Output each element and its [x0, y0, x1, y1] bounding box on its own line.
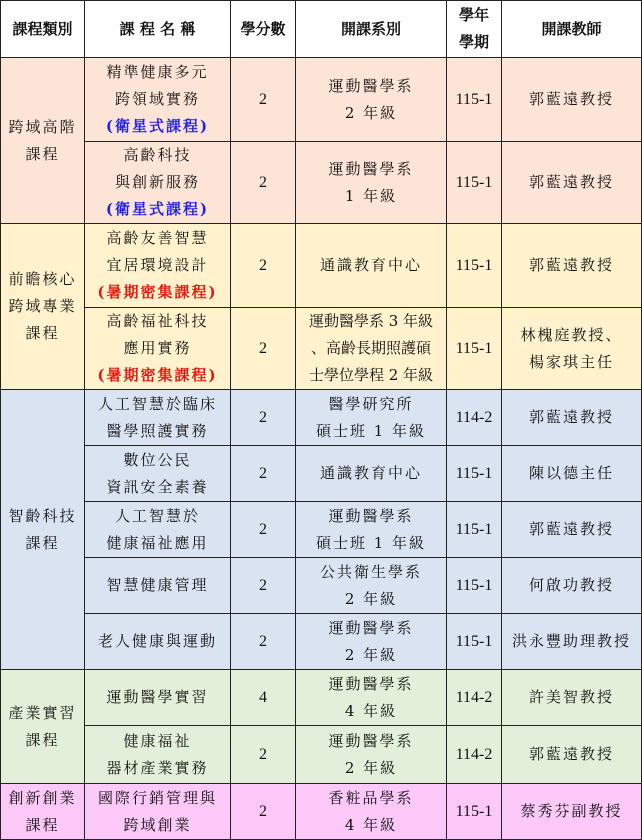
- teacher-cell: [502, 614, 642, 670]
- teacher-cell: [502, 308, 642, 390]
- credits-cell: 2: [231, 726, 296, 784]
- course-name-cell: [85, 614, 231, 670]
- department-cell: [296, 670, 447, 726]
- credits-cell: 2: [231, 308, 296, 390]
- course-name-cell: [85, 446, 231, 502]
- teacher-line: 郭藍遠教授: [528, 408, 614, 426]
- department-line: 公共衛生學系: [319, 562, 422, 581]
- header-term-line-1: 學年: [458, 6, 489, 24]
- course-format-tag: (暑期密集課程): [97, 366, 218, 384]
- credits-cell: 2: [231, 784, 296, 840]
- table-row: [1, 446, 642, 502]
- department-line: 碩士班 1 年級: [315, 533, 427, 552]
- course-name-cell: [85, 390, 231, 446]
- department-cell: [296, 502, 447, 558]
- category-label-line: 前瞻核心: [8, 270, 77, 288]
- course-name-line: 老人健康與運動: [97, 632, 217, 650]
- credits-cell: 2: [231, 390, 296, 446]
- course-name-cell: [85, 308, 231, 390]
- category-label-line: 課程: [25, 730, 60, 749]
- department-cell: [296, 142, 447, 224]
- term-cell: 115-1: [447, 142, 502, 224]
- course-name-line: 宜居環境設計: [106, 256, 209, 274]
- course-name-cell: [85, 670, 231, 726]
- teacher-line: 郭藍遠教授: [528, 90, 614, 108]
- teacher-cell: [502, 558, 642, 614]
- category-label-line: 跨域專業: [8, 297, 77, 315]
- term-cell: 115-1: [447, 446, 502, 502]
- course-name-cell: [85, 784, 231, 840]
- term-cell: 114-2: [447, 726, 502, 784]
- department-line: 運動醫學系: [328, 159, 414, 178]
- term-cell: 114-2: [447, 390, 502, 446]
- course-name-line: 醫學照護實務: [106, 421, 209, 440]
- credits-cell: 2: [231, 224, 296, 308]
- header-category: 課程類別: [1, 1, 85, 58]
- department-line: 1 年級: [344, 186, 398, 205]
- course-table-body: [1, 58, 642, 840]
- category-label-line: 課程: [25, 533, 60, 552]
- table-row: [1, 670, 642, 726]
- department-line: 通識教育中心: [319, 256, 422, 274]
- department-cell: [296, 726, 447, 784]
- course-name-line: 健康福祉應用: [106, 533, 209, 552]
- teacher-line: 郭藍遠教授: [528, 520, 614, 538]
- course-name-line: 人工智慧於: [114, 506, 200, 525]
- table-row: [1, 558, 642, 614]
- header-term: [447, 1, 502, 58]
- term-cell: 115-1: [447, 308, 502, 390]
- course-name-cell: [85, 142, 231, 224]
- course-name-line: 智慧健康管理: [106, 576, 209, 594]
- course-format-tag: (衛星式課程): [105, 200, 210, 218]
- category-cell: [1, 784, 85, 840]
- teacher-line: 蔡秀芬副教授: [520, 802, 623, 820]
- term-cell: 115-1: [447, 614, 502, 670]
- teacher-cell: [502, 390, 642, 446]
- term-cell: 114-2: [447, 670, 502, 726]
- teacher-cell: [502, 224, 642, 308]
- category-label-line: 產業實習: [8, 703, 77, 722]
- table-row: [1, 142, 642, 224]
- header-credits: 學分數: [231, 1, 296, 58]
- category-cell: [1, 58, 85, 224]
- course-name-line: 高齡福祉科技: [106, 312, 209, 330]
- course-name-line: 高齡友善智慧: [106, 229, 209, 247]
- department-cell: [296, 558, 447, 614]
- course-name-line: 跨領域實務: [114, 90, 200, 108]
- category-cell: [1, 390, 85, 670]
- table-row: [1, 224, 642, 308]
- course-name-line: 運動醫學實習: [106, 688, 209, 706]
- course-name-line: 人工智慧於臨床: [97, 394, 217, 413]
- course-name-line: 健康福祉: [123, 731, 192, 750]
- course-name-line: 資訊安全素養: [106, 477, 209, 496]
- teacher-cell: [502, 670, 642, 726]
- department-line: 士學位學程 2 年級: [308, 366, 434, 384]
- credits-cell: 4: [231, 670, 296, 726]
- teacher-line: 郭藍遠教授: [528, 173, 614, 191]
- teacher-line: 楊家琪主任: [528, 352, 614, 371]
- category-cell: [1, 224, 85, 390]
- department-line: 2 年級: [344, 645, 398, 664]
- teacher-line: 陳以德主任: [528, 464, 614, 482]
- course-name-line: 數位公民: [123, 450, 192, 469]
- department-line: 2 年級: [344, 103, 398, 122]
- department-line: 4 年級: [344, 701, 398, 720]
- credits-cell: 2: [231, 446, 296, 502]
- category-label-line: 創新創業: [8, 788, 77, 807]
- department-line: 通識教育中心: [319, 464, 422, 482]
- category-label-line: 課程: [25, 815, 60, 834]
- teacher-cell: [502, 58, 642, 142]
- term-cell: 115-1: [447, 58, 502, 142]
- department-line: 碩士班 1 年級: [315, 421, 427, 440]
- course-name-cell: [85, 558, 231, 614]
- department-line: 香粧品學系: [328, 788, 414, 807]
- table-row: [1, 502, 642, 558]
- table-row: [1, 614, 642, 670]
- credits-cell: 2: [231, 558, 296, 614]
- credits-cell: 2: [231, 142, 296, 224]
- header-department: 開課系別: [296, 1, 447, 58]
- teacher-cell: [502, 446, 642, 502]
- department-line: 運動醫學系: [328, 506, 414, 525]
- category-label-line: 課程: [25, 144, 60, 163]
- course-name-line: 精準健康多元: [106, 63, 209, 81]
- department-line: 運動醫學系: [328, 76, 414, 95]
- course-name-cell: [85, 224, 231, 308]
- department-cell: [296, 446, 447, 502]
- department-cell: [296, 784, 447, 840]
- course-name-line: 與創新服務: [114, 173, 200, 191]
- category-label-line: 智齡科技: [8, 506, 77, 525]
- department-line: 4 年級: [344, 815, 398, 834]
- category-cell: [1, 670, 85, 784]
- course-name-line: 器材產業實務: [106, 758, 209, 777]
- department-line: 醫學研究所: [328, 394, 414, 413]
- category-label-line: 課程: [25, 324, 60, 342]
- teacher-line: 何啟功教授: [528, 576, 614, 594]
- department-line: 運動醫學系: [328, 731, 414, 750]
- department-line: 運動醫學系 3 年級: [308, 312, 434, 330]
- course-name-line: 國際行銷管理與: [97, 788, 217, 807]
- course-name-line: 高齡科技: [123, 146, 192, 164]
- table-row: [1, 308, 642, 390]
- teacher-line: 郭藍遠教授: [528, 745, 614, 763]
- department-line: 、高齡長期照護碩: [310, 339, 431, 357]
- term-cell: 115-1: [447, 558, 502, 614]
- teacher-cell: [502, 784, 642, 840]
- header-course-name: 課 程 名 稱: [85, 1, 231, 58]
- header-row: [1, 1, 642, 58]
- department-cell: [296, 390, 447, 446]
- course-name-line: 跨域創業: [123, 815, 192, 834]
- category-label-line: 跨域高階: [8, 117, 77, 136]
- department-cell: [296, 58, 447, 142]
- teacher-line: 郭藍遠教授: [528, 256, 614, 274]
- course-format-tag: (衛星式課程): [105, 117, 210, 135]
- department-cell: [296, 614, 447, 670]
- header-term-line-2: 學期: [458, 33, 489, 51]
- table-row: [1, 726, 642, 784]
- department-line: 2 年級: [344, 758, 398, 777]
- teacher-line: 許美智教授: [528, 688, 614, 706]
- term-cell: 115-1: [447, 224, 502, 308]
- header-teacher: 開課教師: [502, 1, 642, 58]
- course-name-line: 應用實務: [123, 339, 192, 357]
- department-line: 運動醫學系: [328, 674, 414, 693]
- course-format-tag: (暑期密集課程): [97, 283, 218, 301]
- department-line: 運動醫學系: [328, 618, 414, 637]
- course-name-cell: [85, 502, 231, 558]
- credits-cell: 2: [231, 502, 296, 558]
- table-row: [1, 784, 642, 840]
- course-name-cell: [85, 726, 231, 784]
- teacher-cell: [502, 142, 642, 224]
- credits-cell: 2: [231, 614, 296, 670]
- course-name-cell: [85, 58, 231, 142]
- teacher-cell: [502, 726, 642, 784]
- term-cell: 115-1: [447, 784, 502, 840]
- table-row: [1, 58, 642, 142]
- department-cell: [296, 308, 447, 390]
- department-cell: [296, 224, 447, 308]
- teacher-line: 洪永豐助理教授: [511, 632, 631, 650]
- credits-cell: 2: [231, 58, 296, 142]
- table-row: [1, 390, 642, 446]
- teacher-cell: [502, 502, 642, 558]
- teacher-line: 林槐庭教授、: [520, 325, 623, 344]
- department-line: 2 年級: [344, 589, 398, 608]
- term-cell: 115-1: [447, 502, 502, 558]
